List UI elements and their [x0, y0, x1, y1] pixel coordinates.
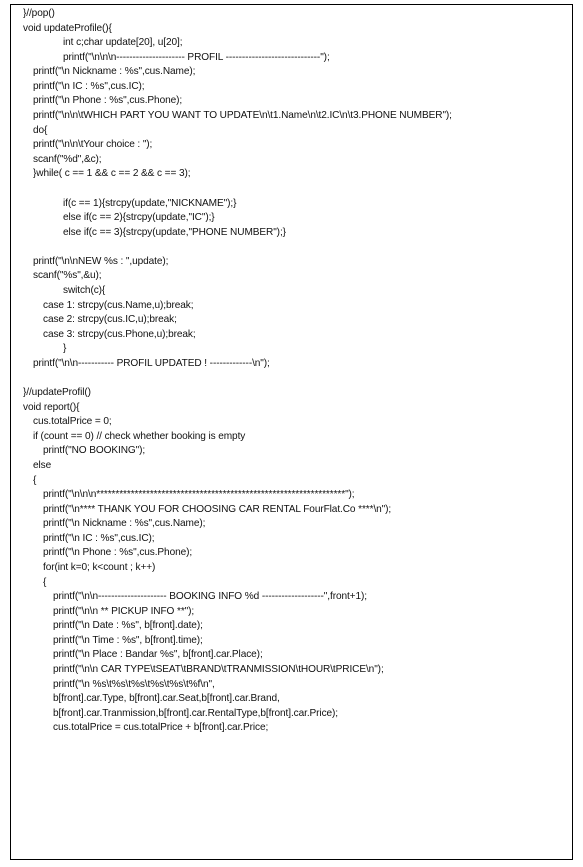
code-line: { [33, 474, 37, 486]
code-line [23, 182, 568, 197]
code-line: printf("\n IC : %s",cus.IC); [43, 532, 155, 544]
code-line: { [43, 576, 47, 588]
code-line: printf("\n\n CAR TYPE\tSEAT\tBRAND\tTRANMISSION\tHOUR\tPRICE\n"); [53, 664, 384, 676]
code-line [23, 240, 568, 255]
code-line: printf("NO BOOKING"); [43, 445, 146, 457]
code-line: else if(c == 2){strcpy(update,"IC");} [63, 212, 215, 224]
code-line: }//pop() [23, 8, 55, 19]
code-line: if(c == 1){strcpy(update,"NICKNAME");} [63, 197, 237, 209]
code-line: cus.totalPrice = cus.totalPrice + b[front].car.Price; [53, 722, 269, 734]
code-line: case 2: strcpy(cus.IC,u);break; [43, 314, 177, 326]
code-line: printf("\n Phone : %s",cus.Phone); [33, 95, 183, 107]
code-line: b[front].car.Tranmission,b[front].car.RentalType,b[front].car.Price); [53, 707, 339, 719]
code-line: printf("\n\n\n*****************************************************************"); [43, 489, 355, 501]
code-line: printf("\n Phone : %s",cus.Phone); [43, 547, 193, 559]
code-line: for(int k=0; k<count ; k++) [43, 561, 156, 573]
code-line: } [63, 343, 67, 355]
code-line: printf("\n\nNEW %s : ",update); [33, 255, 169, 267]
code-line: void report(){ [23, 401, 80, 413]
code-line: printf("\n Nickname : %s",cus.Name); [33, 66, 196, 78]
code-line: printf("\n\n\tWHICH PART YOU WANT TO UPDATE\n\t1.Name\n\t2.IC\n\t3.PHONE NUMBER"); [33, 110, 452, 122]
code-screenshot-frame [10, 4, 573, 860]
code-line: }while( c == 1 && c == 2 && c == 3); [33, 168, 191, 180]
code-line: scanf("%d",&c); [33, 153, 102, 165]
code-line: case 1: strcpy(cus.Name,u);break; [43, 299, 194, 311]
code-line: printf("\n Time : %s", b[front].time); [53, 634, 203, 646]
code-line: printf("\n\n--------------------- BOOKING INFO %d -------------------",front+1); [53, 591, 367, 603]
code-line: printf("\n Place : Bandar %s", b[front].car.Place); [53, 649, 263, 661]
code-line: scanf("%s",&u); [33, 270, 102, 282]
code-line: else if(c == 3){strcpy(update,"PHONE NUMBER");} [63, 226, 286, 238]
code-line: else [33, 459, 52, 471]
code-line: printf("\n Nickname : %s",cus.Name); [43, 518, 206, 530]
code-line: b[front].car.Type, b[front].car.Seat,b[front].car.Brand, [53, 693, 280, 705]
code-line: printf("\n\n ** PICKUP INFO **"); [53, 605, 195, 617]
code-line: printf("\n\n\tYour choice : "); [33, 139, 153, 151]
code-line: printf("\n\n\n--------------------- PROFIL -----------------------------"); [63, 51, 330, 63]
code-line: cus.totalPrice = 0; [33, 416, 112, 428]
code-line: printf("\n\n----------- PROFIL UPDATED ! -------------\n"); [33, 357, 270, 369]
code-line: if (count == 0) // check whether booking is empty [33, 430, 246, 442]
code-line: do{ [33, 124, 48, 136]
code-line: int c;char update[20], u[20]; [63, 37, 183, 49]
code-line: switch(c){ [63, 284, 106, 296]
code-line: }//updateProfil() [23, 387, 91, 399]
code-block [23, 7, 568, 736]
code-line: void updateProfile(){ [23, 22, 112, 34]
code-line: printf("\n**** THANK YOU FOR CHOOSING CAR RENTAL FourFlat.Co ****\n"); [43, 503, 392, 515]
code-line: case 3: strcpy(cus.Phone,u);break; [43, 328, 196, 340]
code-line: printf("\n Date : %s", b[front].date); [53, 620, 203, 632]
code-line: printf("\n IC : %s",cus.IC); [33, 80, 145, 92]
code-line [23, 371, 568, 386]
code-line: printf("\n %s\t%s\t%s\t%s\t%s\t%f\n", [53, 678, 215, 690]
